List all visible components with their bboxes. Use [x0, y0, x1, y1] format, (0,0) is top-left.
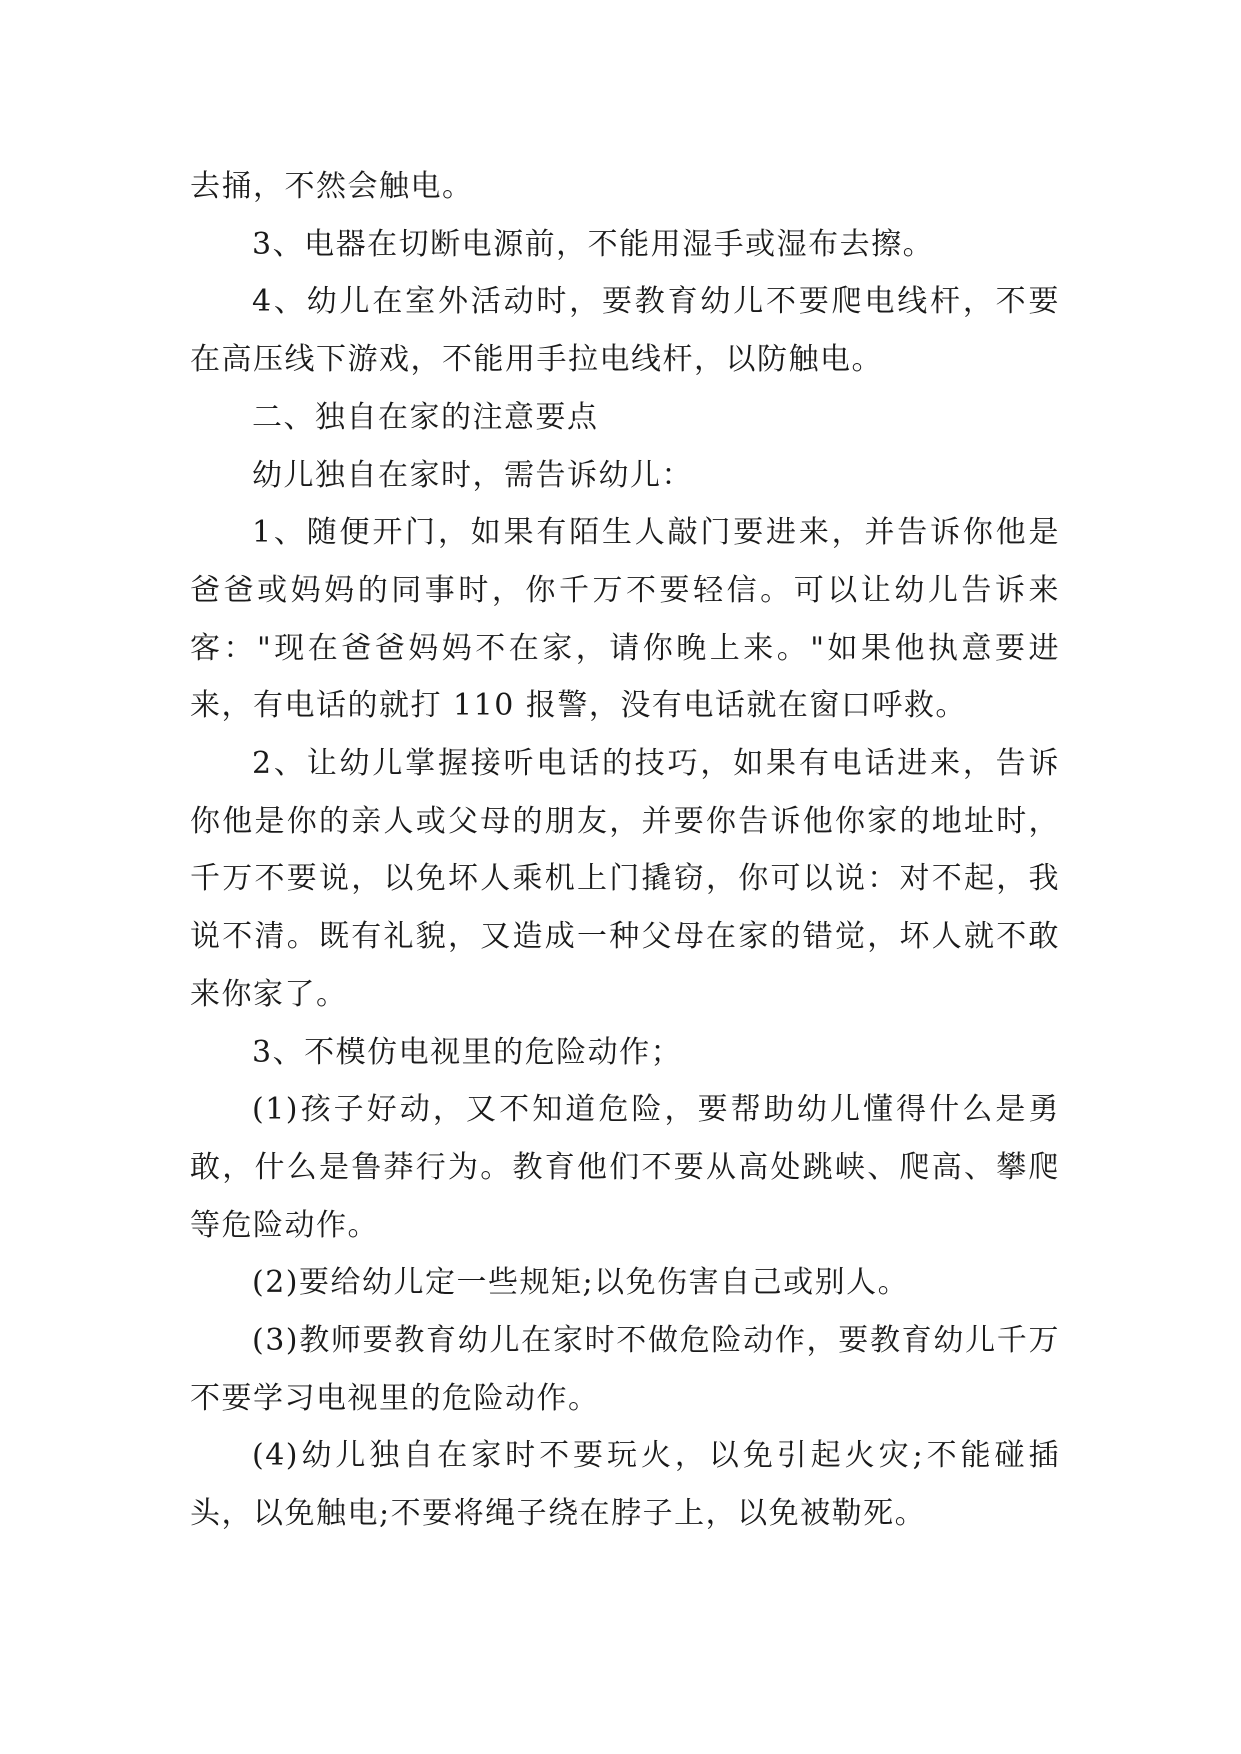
paragraph-subitem-2: (2)要给幼儿定一些规矩;以免伤害自己或别人。: [252, 1265, 910, 1301]
paragraph-item-4-outdoor: 4、幼儿在室外活动时，要教育幼儿不要爬电线杆，不要在高压线下游戏，不能用手拉电线杆，以防触电。: [190, 284, 1060, 378]
paragraph-subitem-1: (1)孩子好动，又不知道危险，要帮助幼儿懂得什么是勇敢，什么是鲁莽行为。教育他们不要从高处跳峡、爬高、攀爬等危险动作。: [190, 1092, 1060, 1243]
paragraph-item-3-tv: 3、不模仿电视里的危险动作；: [252, 1034, 683, 1070]
paragraph-item-2-phone: 2、让幼儿掌握接听电话的技巧，如果有电话进来，告诉你他是你的亲人或父母的朋友，并要你告诉他你家的地址时，千万不要说，以免坏人乘机上门撬窃，你可以说：对不起，我说不清。既有礼貌，又造成一种父母在家的错觉，坏人就不敢来你家了。: [190, 746, 1060, 1012]
paragraph-subitem-3: (3)教师要教育幼儿在家时不做危险动作，要教育幼儿千万不要学习电视里的危险动作。: [190, 1323, 1060, 1416]
paragraph-item-3-appliances: 3、电器在切断电源前，不能用湿手或湿布去擦。: [252, 226, 935, 262]
paragraph-item-1-door: 1、随便开门，如果有陌生人敲门要进来，并告诉你他是爸爸或妈妈的同事时，你千万不要轻信。可以让幼儿告诉来客："现在爸爸妈妈不在家，请你晚上来。"如果他执意要进来，有电话的就打 110 报警，没有电话就在窗口呼救。: [190, 515, 1060, 724]
paragraph-continuation: 去捅，不然会触电。: [190, 169, 474, 204]
section-heading-home-alone: 二、独自在家的注意要点: [252, 399, 599, 435]
paragraph-subitem-4: (4)幼儿独自在家时不要玩火，以免引起火灾;不能碰插头，以免触电;不要将绳子绕在脖子上，以免被勒死。: [190, 1438, 1060, 1532]
paragraph-intro-home-alone: 幼儿独自在家时，需告诉幼儿：: [252, 457, 693, 493]
document-body: [190, 158, 1060, 1543]
